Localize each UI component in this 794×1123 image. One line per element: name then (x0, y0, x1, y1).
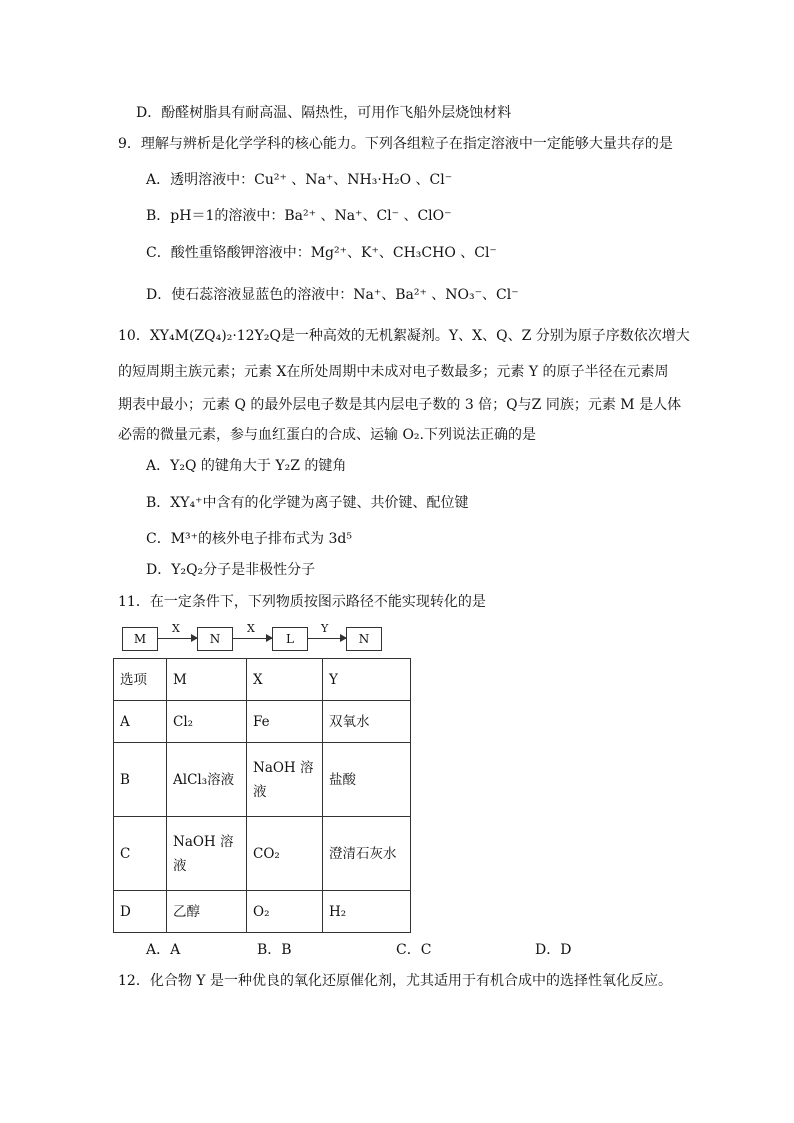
q10-stem-line1: 10．XY₄M(ZQ₄)₂·12Y₂Q是一种高效的无机絮凝剂。Y、X、Q、Z 分别为原子序数依次增大 (118, 328, 690, 344)
q8-option-d: D．酚醛树脂具有耐高温、隔热性，可用作飞船外层烧蚀材料 (136, 105, 512, 121)
q10-stem-line3: 期表中最小；元素 Q 的最外层电子数是其内层电子数的 3 倍；Q与Z 同族；元素 M 是人体 (118, 397, 682, 413)
q10-stem-line2: 的短周期主族元素；元素 X在所处周期中未成对电子数最多；元素 Y 的原子半径在元素周 (118, 364, 669, 380)
flow-node-l: L (272, 627, 308, 651)
table-cell: 盐酸 (323, 743, 411, 817)
flow-arrow-3 (307, 638, 346, 639)
q11-stem: 11．在一定条件下，下列物质按图示路径不能实现转化的是 (118, 594, 486, 610)
table-cell: Fe (247, 701, 323, 743)
table-cell: 乙醇 (167, 891, 247, 933)
header-cell: X (247, 659, 323, 701)
table-cell: 双氧水 (323, 701, 411, 743)
q12-stem: 12．化合物 Y 是一种优良的氧化还原催化剂，尤其适用于有机合成中的选择性氧化反应。 (118, 973, 672, 989)
q10-option-c: C．M³⁺的核外电子排布式为 3d⁵ (146, 531, 352, 547)
q9-option-a: A．透明溶液中：Cu²⁺ 、Na⁺、NH₃·H₂O 、Cl⁻ (146, 172, 453, 188)
flow-arrow-3-label: Y (321, 622, 329, 635)
q11-answer-a: A．A (146, 942, 181, 958)
q10-stem-line4: 必需的微量元素，参与血红蛋白的合成、运输 O₂.下列说法正确的是 (118, 427, 536, 443)
table-cell: B (114, 743, 167, 817)
table-row (114, 743, 411, 817)
table-cell: A (114, 701, 167, 743)
table-cell: O₂ (247, 891, 323, 933)
table-cell: AlCl₃溶液 (167, 743, 247, 817)
table-cell: CO₂ (247, 817, 323, 891)
table-cell: C (114, 817, 167, 891)
flow-arrow-2 (232, 638, 272, 639)
table-cell: 澄清石灰水 (323, 817, 411, 891)
q9-stem: 9．理解与辨析是化学学科的核心能力。下列各组粒子在指定溶液中一定能够大量共存的是 (118, 136, 673, 152)
table-cell: NaOH 溶液 (247, 743, 323, 817)
q11-answer-c: C．C (396, 942, 432, 958)
header-cell: M (167, 659, 247, 701)
flow-arrow-1 (157, 638, 197, 639)
q9-option-b: B．pH＝1的溶液中：Ba²⁺ 、Na⁺、Cl⁻ 、ClO⁻ (146, 208, 452, 224)
table-cell: NaOH 溶液 (167, 817, 247, 891)
flow-arrow-1-label: X (172, 622, 180, 635)
header-cell: 选项 (114, 659, 167, 701)
table-cell: H₂ (323, 891, 411, 933)
flow-node-n: N (197, 627, 233, 651)
table-cell: D (114, 891, 167, 933)
table-header-row (114, 659, 411, 701)
q10-option-b: B．XY₄⁺中含有的化学键为离子键、共价键、配位键 (146, 495, 469, 511)
flow-node-n-final: N (346, 627, 382, 651)
q11-answer-b: B．B (257, 942, 292, 958)
q11-answer-d: D．D (535, 942, 572, 958)
q9-option-c: C．酸性重铬酸钾溶液中：Mg²⁺、K⁺、CH₃CHO 、Cl⁻ (146, 245, 497, 261)
table-cell: Cl₂ (167, 701, 247, 743)
flow-node-m: M (122, 627, 158, 651)
q10-option-a: A．Y₂Q 的键角大于 Y₂Z 的键角 (146, 458, 347, 474)
q10-option-d: D．Y₂Q₂分子是非极性分子 (146, 562, 316, 578)
table-row (114, 891, 411, 933)
q11-table (113, 658, 411, 933)
table-row (114, 701, 411, 743)
q9-option-d: D．使石蕊溶液显蓝色的溶液中：Na⁺、Ba²⁺ 、NO₃⁻、Cl⁻ (146, 287, 519, 303)
table-row (114, 817, 411, 891)
header-cell: Y (323, 659, 411, 701)
flow-arrow-2-label: X (247, 622, 255, 635)
